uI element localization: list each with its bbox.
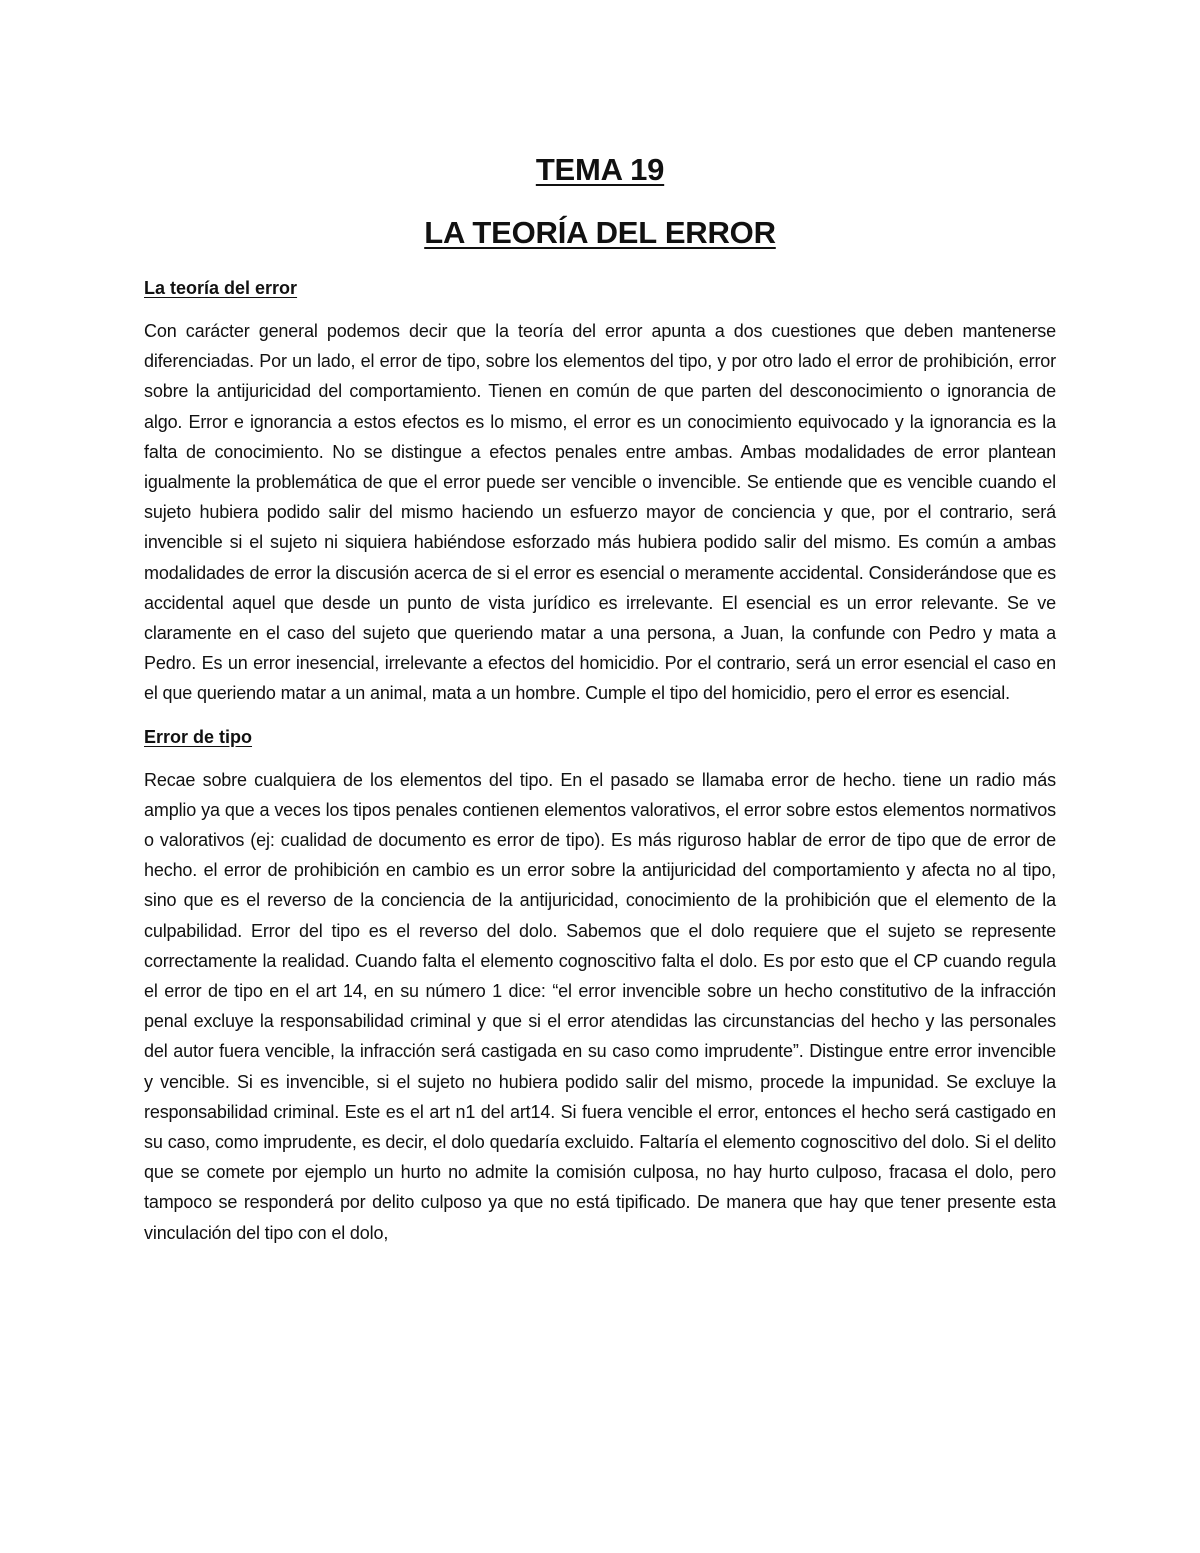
document-title: LA TEORÍA DEL ERROR xyxy=(424,215,776,250)
section-heading: Error de tipo xyxy=(144,726,253,747)
section-paragraph: Con carácter general podemos decir que la teoría del error apunta a dos cuestiones que deben mantenerse diferenciadas. Por un lado, el error de tipo, sobre los elementos del tipo, y por otro lado el error de prohibición, error sobre la antijuricidad del comportamiento. Tienen en común de que parten del desconocimiento o ignorancia de algo. Error e ignorancia a estos efectos es lo mismo, el error es un conocimiento equivocado y la ignorancia es la falta de conocimiento. No se distingue a efectos penales entre ambas. Ambas modalidades de error plantean igualmente la problemática de que el error puede ser vencible o invencible. Se entiende que es vencible cuando el sujeto hubiera podido salir del mismo haciendo un esfuerzo mayor de conciencia y que, por el contrario, será invencible si el sujeto ni siquiera habiéndose esforzado más hubiera podido salir del mismo. Es común a ambas modalidades de error la discusión acerca de si el error es esencial o meramente accidental. Considerándose que es accidental aquel que desde un punto de vista jurídico es irrelevante. El esencial es un error relevante. Se ve claramente en el caso del sujeto que queriendo matar a una persona, a Juan, la confunde con Pedro y mata a Pedro. Es un error inesencial, irrelevante a efectos del homicidio. Por el contrario, será un error esencial el caso en el que queriendo matar a un animal, mata a un hombre. Cumple el tipo del homicidio, pero el error es esencial. xyxy=(144,321,1056,704)
section-error-de-tipo xyxy=(144,722,1056,1248)
section-teoria-del-error xyxy=(144,273,1056,709)
section-heading: La teoría del error xyxy=(144,278,298,298)
document-title-number: TEMA 19 xyxy=(535,152,665,187)
document-page xyxy=(144,140,1056,1248)
section-paragraph: Recae sobre cualquiera de los elementos del tipo. En el pasado se llamaba error de hecho. tiene un radio más amplio ya que a veces los tipos penales contienen elementos valorativos, el error sobre estos elementos normativos o valorativos (ej: cualidad de documento es error de tipo). Es más riguroso hablar de error de tipo que de error de hecho. el error de prohibición en cambio es un error sobre la antijuricidad del comportamiento y afecta no al tipo, sino que es el reverso de la conciencia de la antijuricidad, conocimiento de la prohibición que el elemento de la culpabilidad. Error del tipo es el reverso del dolo. Sabemos que el dolo requiere que el sujeto se represente correctamente la realidad. Cuando falta el elemento cognoscitivo falta el dolo. Es por esto que el CP cuando regula el error de tipo en el art 14, en su número 1 dice: “el error invencible sobre un hecho constitutivo de la infracción penal excluye la responsabilidad criminal y que si el error atendidas las circunstancias del hecho y las personales del autor fuera vencible, la infracción será castigada en su caso como imprudente”. Distingue entre error invencible y vencible. Si es invencible, si el sujeto no hubiera podido salir del mismo, procede la impunidad. Se excluye la responsabilidad criminal. Este es el art n1 del art14. Si fuera vencible el error, entonces el hecho será castigado en su caso, como imprudente, es decir, el dolo quedaría excluido. Faltaría el elemento cognoscitivo del dolo. Si el delito que se comete por ejemplo un hurto no admite la comisión culposa, no hay hurto culposo, fracasa el dolo, pero tampoco se responderá por delito culposo ya que no está tipificado. De manera que hay que tener presente esta vinculación del tipo con el dolo, xyxy=(144,769,1056,1243)
